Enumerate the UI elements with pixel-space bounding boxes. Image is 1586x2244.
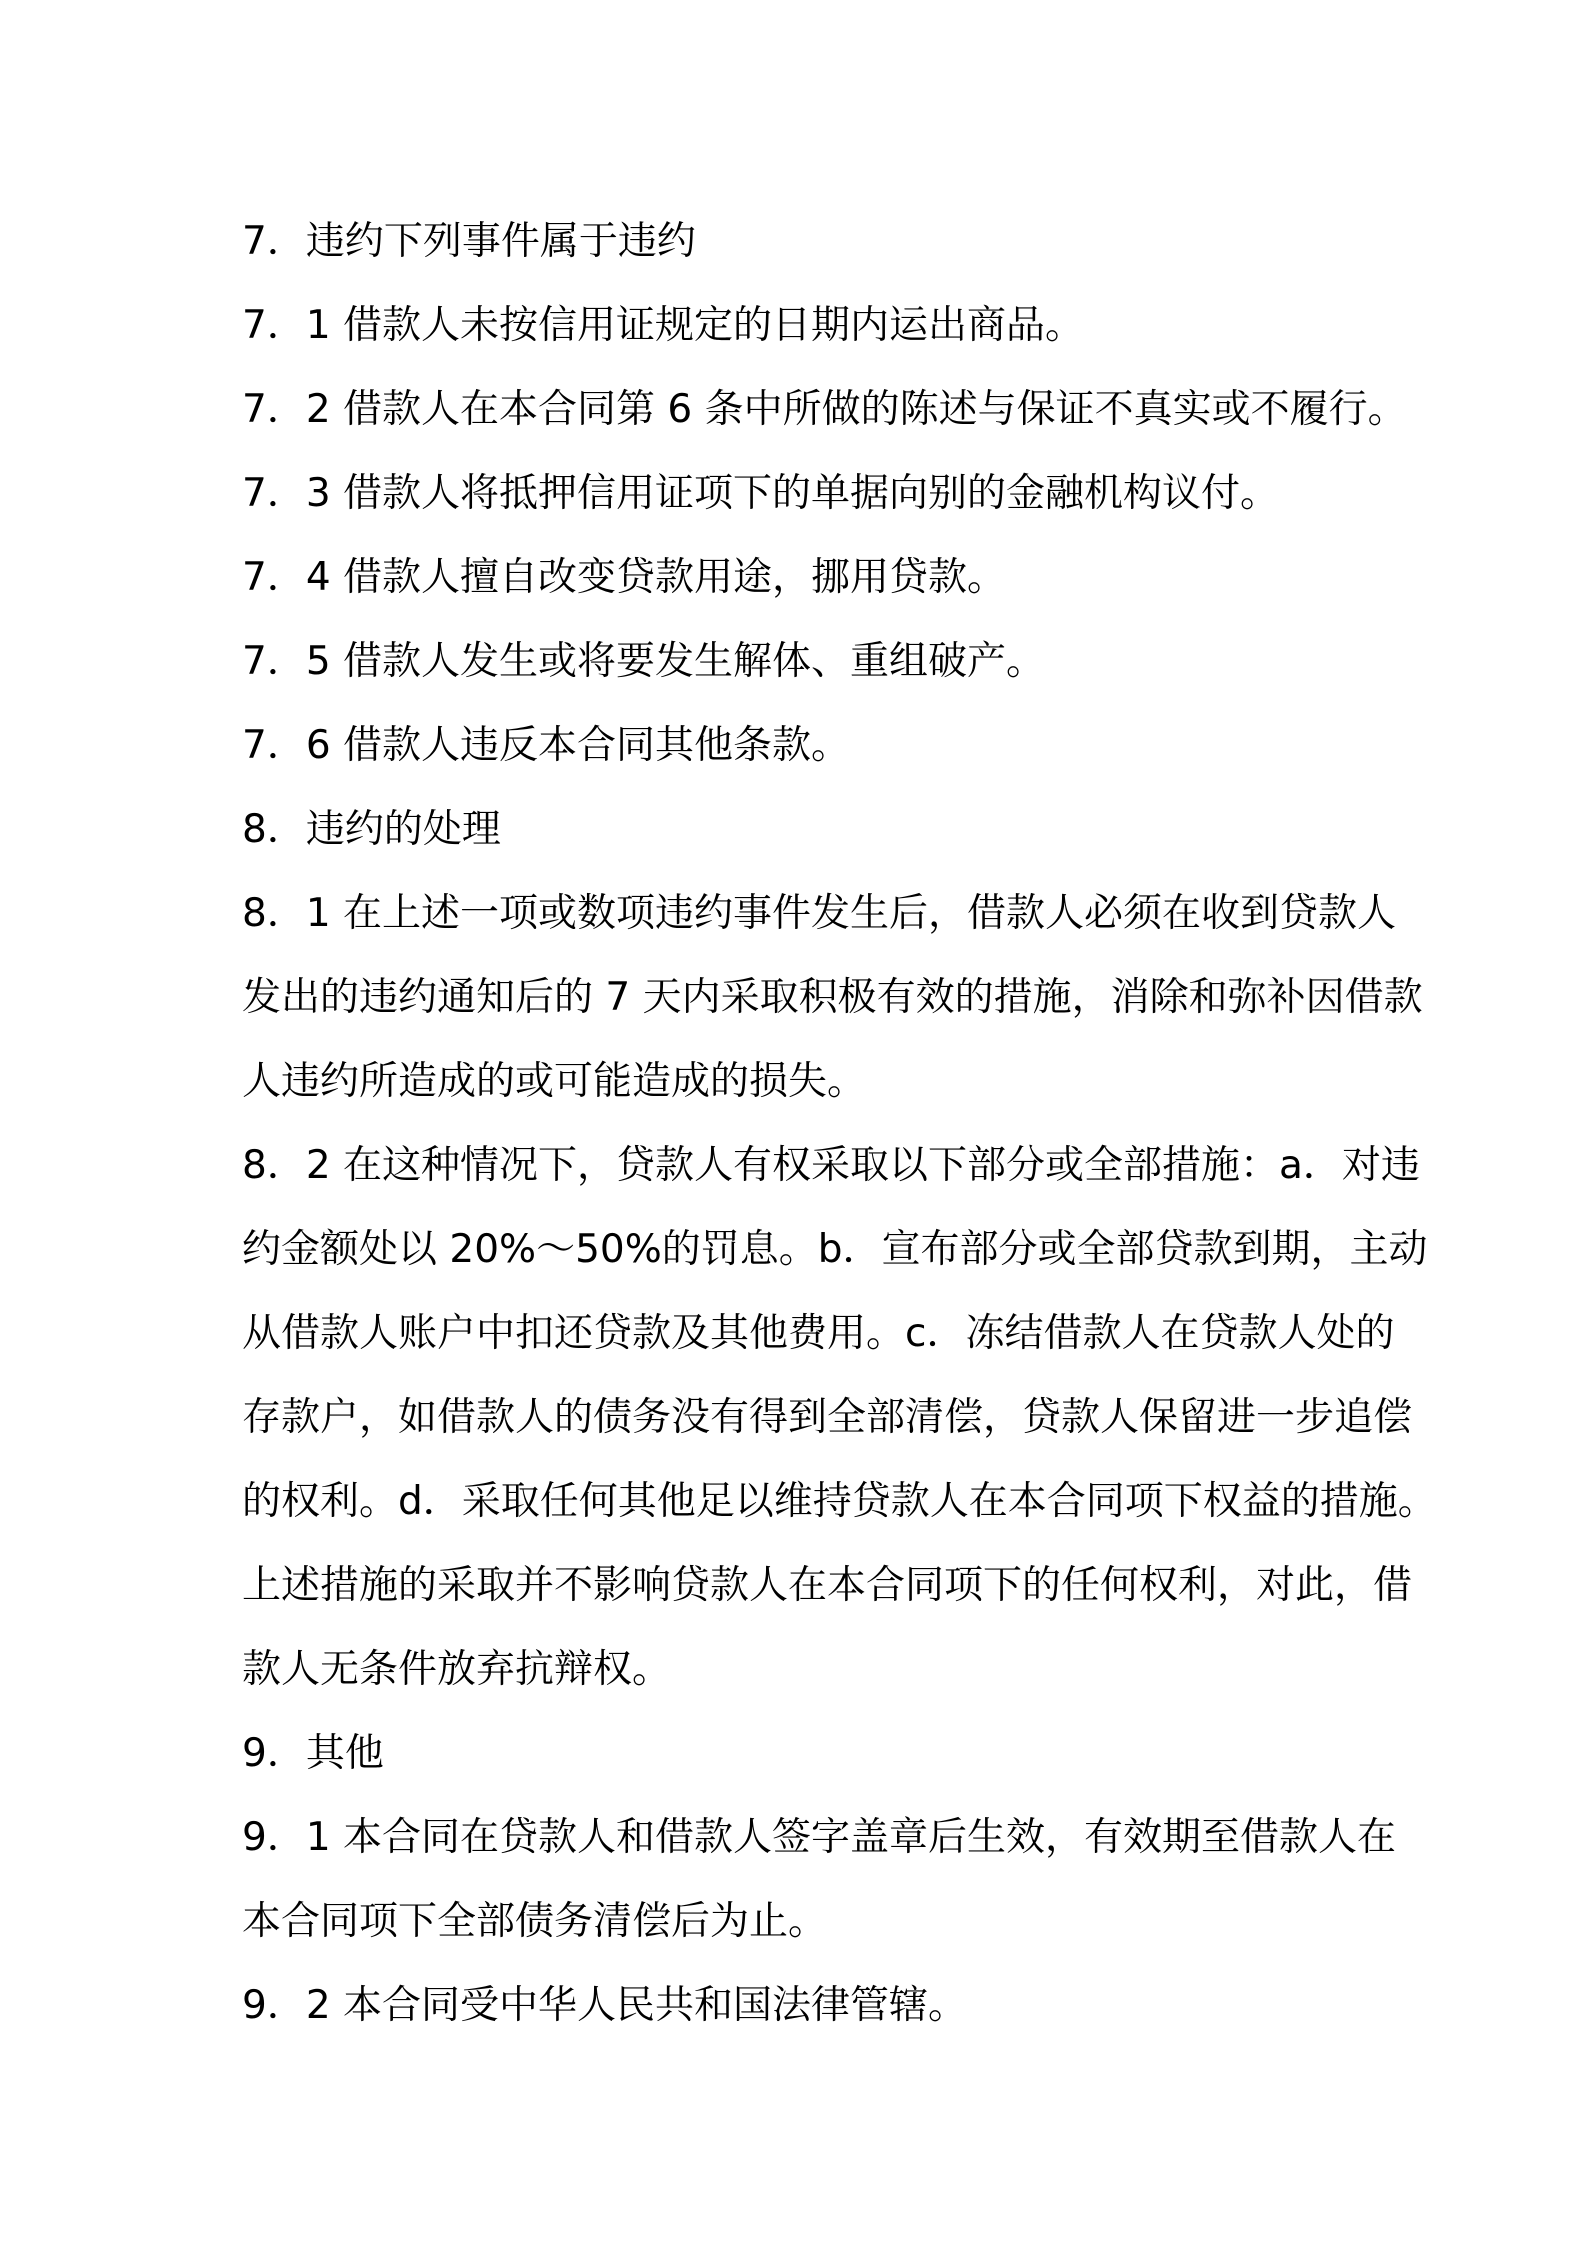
clause-8-1-line-2: 发出的违约通知后的 7 天内采取积极有效的措施，消除和弥补因借款 xyxy=(242,975,1423,1020)
clause-9-2: 9．2 本合同受中华人民共和国法律管辖。 xyxy=(242,1983,968,2028)
clause-8-2-line-7: 款人无条件放弃抗辩权。 xyxy=(242,1647,672,1692)
clause-9-1-line-1: 9．1 本合同在贷款人和借款人签字盖章后生效，有效期至借款人在 xyxy=(242,1815,1397,1860)
document-body xyxy=(242,200,1437,2048)
clause-7-6: 7．6 借款人违反本合同其他条款。 xyxy=(242,723,851,768)
clause-8-1-line-1: 8．1 在上述一项或数项违约事件发生后，借款人必须在收到贷款人 xyxy=(242,891,1397,936)
clause-8-2-line-6: 上述措施的采取并不影响贷款人在本合同项下的任何权利，对此，借 xyxy=(242,1563,1413,1608)
clause-8-1-line-3: 人违约所造成的或可能造成的损失。 xyxy=(242,1059,867,1104)
section-7-heading: 7．违约下列事件属于违约 xyxy=(242,219,696,264)
section-8-heading: 8．违约的处理 xyxy=(242,807,501,852)
clause-7-2: 7．2 借款人在本合同第 6 条中所做的陈述与保证不真实或不履行。 xyxy=(242,387,1407,432)
clause-7-1: 7．1 借款人未按信用证规定的日期内运出商品。 xyxy=(242,303,1085,348)
clause-7-4: 7．4 借款人擅自改变贷款用途，挪用贷款。 xyxy=(242,555,1007,600)
clause-7-5: 7．5 借款人发生或将要发生解体、重组破产。 xyxy=(242,639,1046,684)
clause-8-2-line-4: 存款户，如借款人的债务没有得到全部清偿，贷款人保留进一步追偿 xyxy=(242,1395,1413,1440)
clause-7-3: 7．3 借款人将抵押信用证项下的单据向别的金融机构议付。 xyxy=(242,471,1280,516)
clause-8-2-line-2: 约金额处以 20%～50%的罚息。b．宣布部分或全部贷款到期，主动 xyxy=(242,1227,1428,1272)
section-9-heading: 9．其他 xyxy=(242,1731,384,1776)
clause-9-1-line-2: 本合同项下全部债务清偿后为止。 xyxy=(242,1899,828,1944)
clause-8-2-line-3: 从借款人账户中扣还贷款及其他费用。c．冻结借款人在贷款人处的 xyxy=(242,1311,1395,1356)
clause-8-2-line-5: 的权利。d．采取任何其他足以维持贷款人在本合同项下权益的措施。 xyxy=(242,1479,1437,1524)
clause-8-2-line-1: 8．2 在这种情况下，贷款人有权采取以下部分或全部措施：a．对违 xyxy=(242,1143,1420,1188)
